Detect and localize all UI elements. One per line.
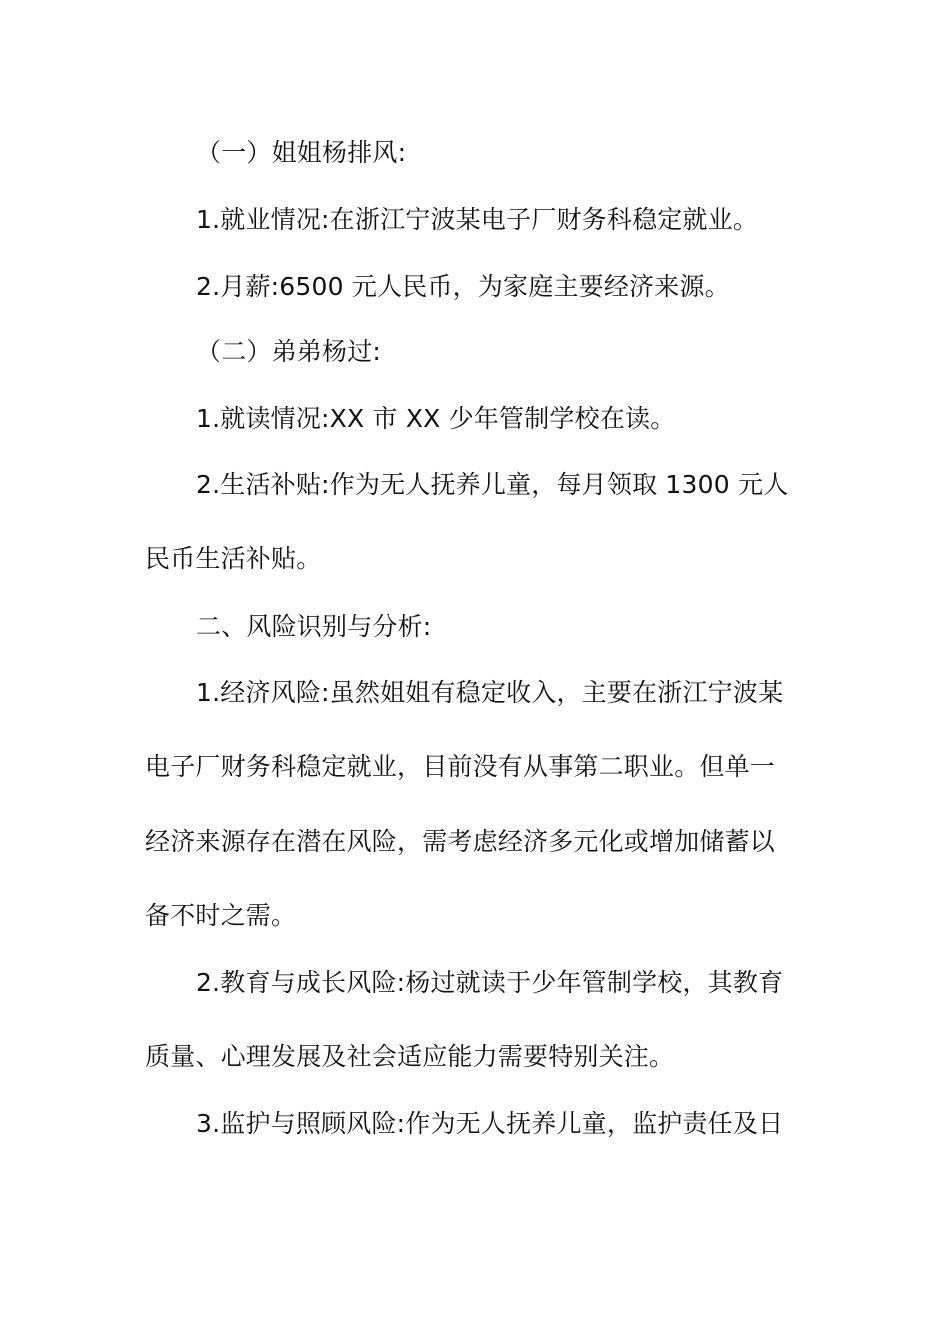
section-heading-risk: 二、风险识别与分析: xyxy=(196,612,432,641)
paragraph-line: 3.监护与照顾风险:作为无人抚养儿童，监护责任及日 xyxy=(196,1109,784,1138)
paragraph-line: 经济来源存在潜在风险，需考虑经济多元化或增加储蓄以 xyxy=(145,827,776,856)
paragraph-line: 2.月薪:6500 元人民币，为家庭主要经济来源。 xyxy=(196,272,730,301)
paragraph-line: 2.生活补贴:作为无人抚养儿童，每月领取 1300 元人 xyxy=(196,470,789,499)
paragraph-line: 质量、心理发展及社会适应能力需要特别关注。 xyxy=(145,1042,675,1071)
paragraph-line: 民币生活补贴。 xyxy=(145,544,322,573)
paragraph-line: 2.教育与成长风险:杨过就读于少年管制学校，其教育 xyxy=(196,968,784,997)
section-heading-brother: （二）弟弟杨过: xyxy=(196,337,382,366)
paragraph-line: 1.经济风险:虽然姐姐有稳定收入，主要在浙江宁波某 xyxy=(196,678,784,707)
section-heading-sister: （一）姐姐杨排风: xyxy=(196,138,407,167)
paragraph-line: 1.就读情况:XX 市 XX 少年管制学校在读。 xyxy=(196,404,676,433)
paragraph-line: 备不时之需。 xyxy=(145,901,297,930)
paragraph-line: 电子厂财务科稳定就业，目前没有从事第二职业。但单一 xyxy=(145,752,776,781)
paragraph-line: 1.就业情况:在浙江宁波某电子厂财务科稳定就业。 xyxy=(196,205,759,234)
